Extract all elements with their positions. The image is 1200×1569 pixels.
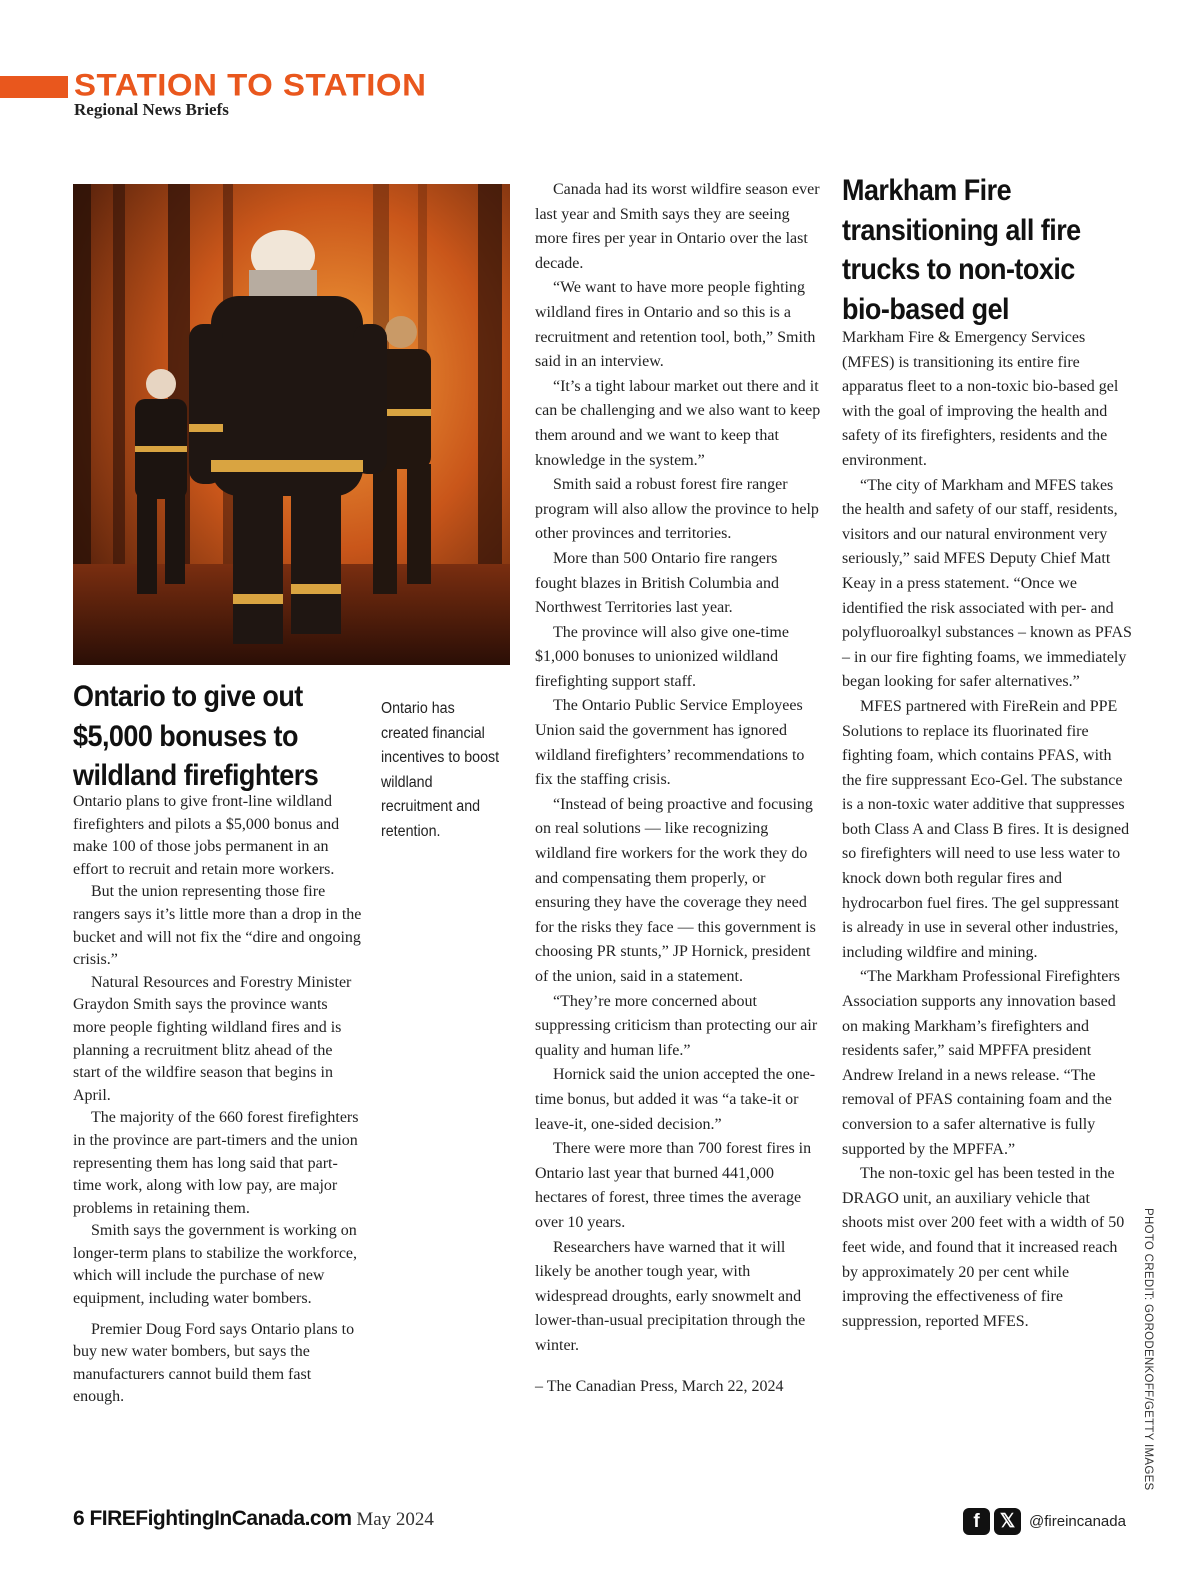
photo-credit: PHOTO CREDIT: GORODENKOFF/GETTY IMAGES bbox=[1142, 1208, 1154, 1491]
social-links bbox=[963, 1508, 1126, 1535]
site-link[interactable]: FIREFightingInCanada.com bbox=[89, 1507, 352, 1530]
paragraph: But the union representing those fire rangers says it’s little more than a drop in the bucket and will not fix the “dire and ongoing crisis.” bbox=[73, 883, 362, 969]
paragraph: “Instead of being proactive and focusing on real solutions — like recognizing wildland fire workers for the work they do and compensating them properly, or ensuring they have the coverage they need for the risks they face — this government is choosing PR stunts,” JP Hornick, president of the union, said in a statement. bbox=[535, 795, 816, 985]
paragraph: “They’re more concerned about suppressing criticism than protecting our air quality and human life.” bbox=[535, 992, 818, 1059]
paragraph: “It’s a tight labour market out there and it can be challenging and we also want to keep them around and we want to keep that knowledge in the system.” bbox=[535, 377, 821, 469]
section-subtitle: Regional News Briefs bbox=[74, 100, 229, 119]
paragraph: The province will also give one-time $1,000 bonuses to unionized wildland firefighting support staff. bbox=[535, 623, 789, 690]
paragraph: Ontario plans to give front-line wildland firefighters and pilots a $5,000 bonus and make 100 of those jobs permanent in an effort to recruit and retain more workers. bbox=[73, 793, 340, 878]
paragraph: There were more than 700 forest fires in Ontario last year that burned 441,000 hectares of forest, three times the average over 10 years. bbox=[535, 1140, 812, 1231]
headline-line: Ontario to give out bbox=[73, 680, 303, 713]
section-accent-bar bbox=[0, 76, 68, 98]
paragraph: “The Markham Professional Firefighters Association supports any innovation based on making Markham’s firefighters and residents safer,” said MPFFA president Andrew Ireland in a news release. “The removal of PFAS containing foam and the conversion to a safer alternative is fully supported by the MPFFA.” bbox=[842, 968, 1120, 1158]
footer-folio bbox=[73, 1507, 434, 1531]
paragraph: Premier Doug Ford says Ontario plans to buy new water bombers, but says the manufacturers cannot build them fast enough. bbox=[73, 1320, 355, 1406]
paragraph: The majority of the 660 forest firefighters in the province are part-timers and the union representing them has long said that part-time work, along with low pay, are major problems in retaining them. bbox=[73, 1109, 359, 1217]
paragraph: “We want to have more people fighting wildland fires in Ontario and so this is a recruitment and retention tool, both,” Smith said in an interview. bbox=[535, 279, 816, 371]
page-number: 6 bbox=[73, 1507, 85, 1530]
article2-body bbox=[842, 326, 1132, 1334]
headline-line: transitioning all fire bbox=[842, 213, 1081, 247]
paragraph: More than 500 Ontario fire rangers fought blazes in British Columbia and Northwest Territories last year. bbox=[535, 549, 779, 617]
article1-column-2 bbox=[535, 178, 823, 1399]
article2-headline bbox=[842, 171, 1081, 329]
headline-line: bio-based gel bbox=[842, 292, 1010, 326]
section-title: STATION TO STATION bbox=[74, 66, 427, 103]
paragraph: The non-toxic gel has been tested in the DRAGO unit, an auxiliary vehicle that shoots mist over 200 feet with a width of 50 feet wide, and found that it increased reach by approximately 20 per cent while improving the effectiveness of fire suppression, reported MFES. bbox=[842, 1165, 1125, 1330]
paragraph: Researchers have warned that it will likely be another tough year, with widespread droughts, early snowmelt and lower-than-usual precipitation through the winter. bbox=[535, 1238, 806, 1354]
article-signoff: – The Canadian Press, March 22, 2024 bbox=[535, 1377, 784, 1395]
social-handle[interactable]: @fireincanada bbox=[1029, 1513, 1126, 1530]
paragraph: The Ontario Public Service Employees Union said the government has ignored wildland firefighters’ recommendations to fix the staffing crisis. bbox=[535, 697, 805, 789]
paragraph: Markham Fire & Emergency Services (MFES) is transitioning its entire fire apparatus fleet to a non-toxic bio-based gel with the goal of improving the health and safety of its firefighters, residents and the environment. bbox=[842, 329, 1119, 469]
paragraph: Hornick said the union accepted the one-time bonus, but added it was “a take-it or leave-it, one-sided decision.” bbox=[535, 1066, 816, 1133]
article1-headline bbox=[73, 677, 318, 796]
firefighters-photo bbox=[73, 184, 510, 665]
headline-line: trucks to non-toxic bbox=[842, 253, 1075, 286]
article1-column-1 bbox=[73, 791, 363, 1409]
paragraph: Smith said a robust forest fire ranger program will also allow the province to help other provinces and territories. bbox=[535, 476, 819, 543]
headline-line: $5,000 bonuses to bbox=[73, 719, 298, 753]
photo-caption: Ontario has created financial incentives to boost wildland recruitment and retention. bbox=[381, 700, 500, 840]
paragraph: Smith says the government is working on longer-term plans to stabilize the workforce, which will include the purchase of new equipment, including water bombers. bbox=[73, 1222, 358, 1308]
facebook-icon[interactable]: f bbox=[963, 1508, 990, 1535]
paragraph: Canada had its worst wildfire season ever last year and Smith says they are seeing more fires per year in Ontario over the last decade. bbox=[535, 181, 820, 272]
headline-line: wildland firefighters bbox=[73, 759, 319, 792]
paragraph: MFES partnered with FireRein and PPE Solutions to replace its fluorinated fire fighting foam, which contains PFAS, with the fire suppressant Eco-Gel. The substance is a non-toxic water additive that suppresses both Class A and Class B fires. It is designed so firefighters will need to use less water to knock down both regular fires and hydrocarbon fuel fires. The gel suppressant is already in use in several other industries, including wildfire and mining. bbox=[842, 697, 1130, 961]
x-icon[interactable]: 𝕏 bbox=[994, 1508, 1021, 1535]
issue-date: May 2024 bbox=[356, 1509, 434, 1530]
paragraph: Natural Resources and Forestry Minister Graydon Smith says the province wants more people fighting wildland fires and is planning a recruitment blitz ahead of the start of the wildfire season that begins in April. bbox=[73, 973, 352, 1104]
headline-line: Markham Fire bbox=[842, 174, 1012, 207]
paragraph: “The city of Markham and MFES takes the health and safety of our staff, residents, visitors and our natural environment very seriously,” said MFES Deputy Chief Matt Keay in a press statement. “Once we identified the risk associated with per- and polyfluoroalkyl substances – known as PFAS – in our fire fighting foams, we immediately began looking for safer alternatives.” bbox=[842, 476, 1132, 691]
